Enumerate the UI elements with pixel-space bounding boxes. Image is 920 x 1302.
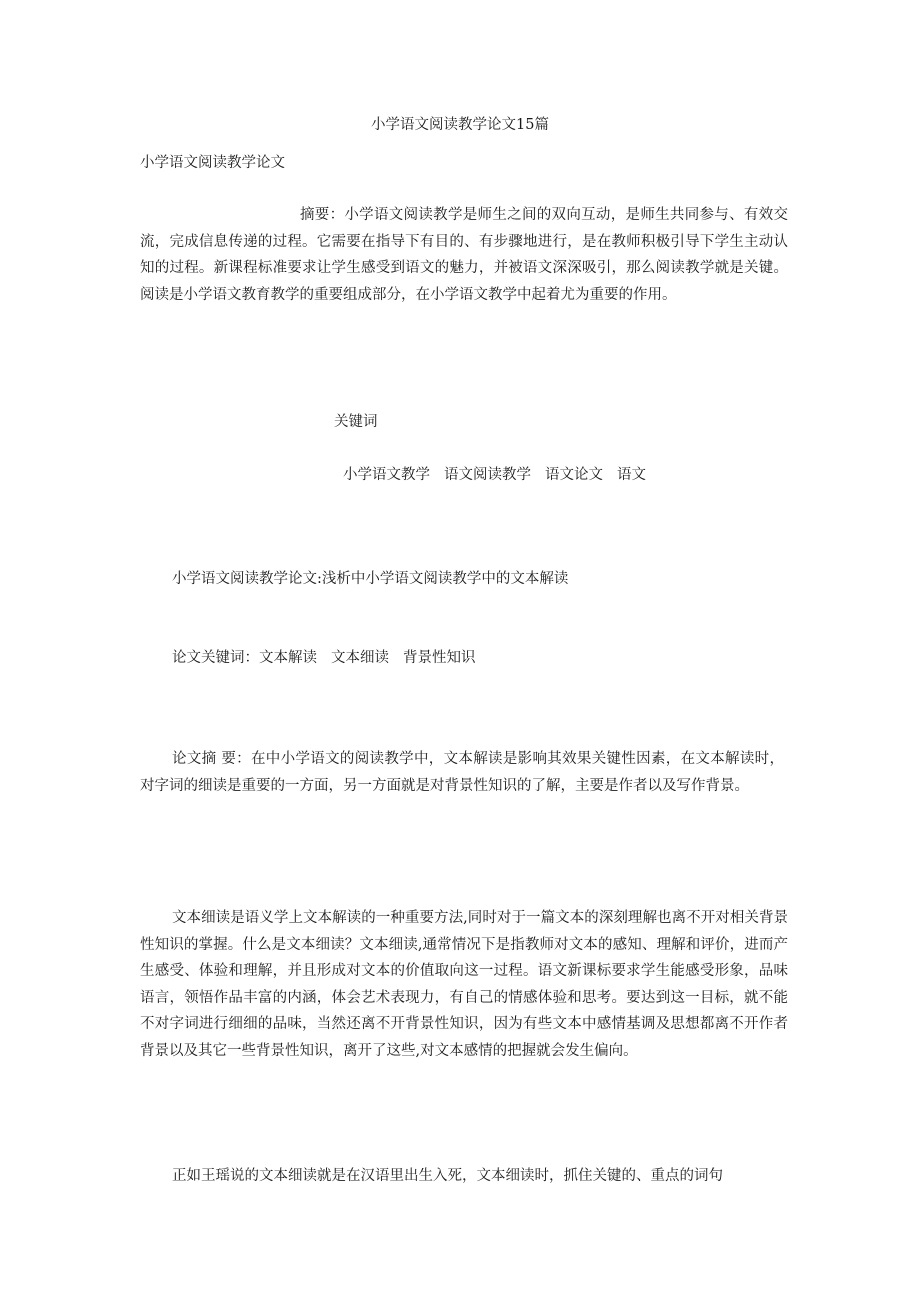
body-paragraph: 正如王瑶说的文本细读就是在汉语里出生入死，文本细读时，抓住关键的、重点的词句 xyxy=(172,1168,723,1184)
keyword-item: 语文论文 xyxy=(545,467,603,483)
article-keyword-item: 文本解读 xyxy=(259,650,317,666)
article-abstract-paragraph: 论文摘 要：在中小学语文的阅读教学中，文本解读是影响其效果关键性因素，在文本解读时，对字词的细读是重要的一方面，另一方面就是对背景性知识的了解，主要是作者以及写作背景。 xyxy=(140,751,784,794)
keywords-list xyxy=(343,468,646,483)
document-title: 小学语文阅读教学论文15篇 xyxy=(371,117,549,133)
abstract-paragraph: 摘要：小学语文阅读教学是师生之间的双向互动，是师生共同参与、有效交流，完成信息传递的过程。它需要在指导下有目的、有步骤地进行，是在教师积极引导下学生主动认知的过程。新课程标准要求让学生感受到语文的魅力，并被语文深深吸引，那么阅读教学就是关键。阅读是小学语文教育教学的重要组成部分，在小学语文教学中起着尤为重要的作用。 xyxy=(140,207,788,303)
keyword-item: 语文阅读教学 xyxy=(444,467,531,483)
body-paragraph: 文本细读是语义学上文本解读的一种重要方法,同时对于一篇文本的深刻理解也离不开对相关背景性知识的掌握。什么是文本细读？文本细读,通常情况下是指教师对文本的感知、理解和评价，进而产生感受、体验和理解，并且形成对文本的价值取向这一过程。语文新课标要求学生能感受形象，品味语言，领悟作品丰富的内涵，体会艺术表现力，有自己的情感体验和思考。要达到这一目标，就不能不对字词进行细细的品味，当然还离不开背景性知识，因为有些文本中感情基调及思想都离不开作者背景以及其它一些背景性知识，离开了这些,对文本感情的把握就会发生偏向。 xyxy=(140,910,788,1059)
keywords-label: 关键词 xyxy=(334,414,378,430)
section-title: 小学语文阅读教学论文 xyxy=(140,155,285,171)
article-keyword-item: 文本细读 xyxy=(331,650,389,666)
keyword-item: 小学语文教学 xyxy=(343,467,430,483)
article-keywords xyxy=(172,651,476,666)
keyword-item: 语文 xyxy=(617,467,646,483)
article-keywords-label: 论文关键词： xyxy=(172,650,259,666)
article-title: 小学语文阅读教学论文:浅析中小学语文阅读教学中的文本解读 xyxy=(172,571,569,587)
article-keyword-item: 背景性知识 xyxy=(403,650,476,666)
